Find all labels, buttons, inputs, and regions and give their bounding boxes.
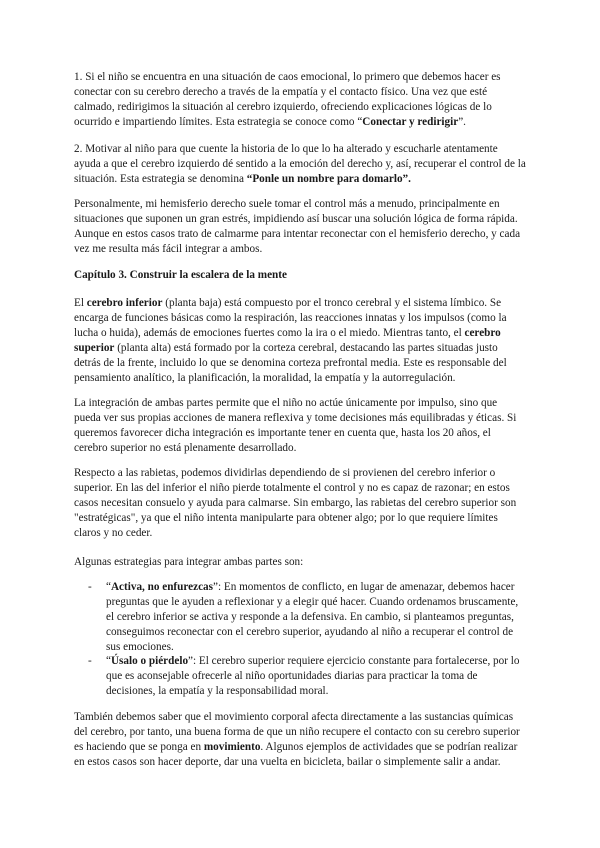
paragraph-tantrums: Respecto a las rabietas, podemos dividirlas dependiendo de si provienen del cerebro inferior o superior. En las del inferior el niño pierde totalmente el control y no es capaz de razonar; en estos casos necesitan consuelo y ayuda para calmarse. Sin embargo, las rabietas del cerebro superior son "estratégicas", ya que el niño intenta manipularte para obtener algo; por lo que requiere límites claros y no ceder. (74, 467, 517, 539)
list-item-text: “ (106, 655, 111, 667)
paragraph-text: . Algunos ejemplos de actividades que se podrían realizar en estos casos son hacer deporte, dar una vuelta en bicicleta, bailar o simplemente salir a andar. (74, 741, 518, 768)
term-lower-brain: cerebro inferior (86, 297, 163, 309)
strategy-name: Activa, no enfurezcas (110, 581, 213, 593)
paragraph-text: (planta baja) está compuesto por el tronco cerebral y el sistema límbico. Se encarga de funciones básicas como la respiración, las reacciones innatas y los impulsos (como la lucha o huida), además de emociones fuertes como la ira o el miedo. Mientras tanto, el (74, 297, 507, 339)
paragraph-strategies-intro: Algunas estrategias para integrar ambas partes son: (74, 556, 304, 568)
paragraph-strategy-1 (74, 70, 526, 130)
list-item (106, 580, 526, 655)
list-item-text: “ (106, 581, 111, 593)
paragraph-text: ”. (458, 116, 466, 128)
term-upper-brain: cerebro superior (74, 327, 501, 354)
strategy-name: “Ponle un nombre para domarlo”. (246, 173, 411, 185)
paragraph-text: También debemos saber que el movimiento corporal afecta directamente a las sustancias químicas del cerebro, por tanto, una buena forma de que un niño recupere el contacto con su cerebro superior es haciendo que se ponga en (74, 711, 520, 753)
paragraph-strategy-2 (74, 142, 526, 187)
paragraph-brain-parts (74, 296, 526, 386)
list-bullet: - (88, 581, 92, 593)
strategy-name: Úsalo o piérdelo (110, 655, 189, 667)
chapter-heading: Capítulo 3. Construir la escalera de la mente (74, 269, 287, 281)
list-item (106, 654, 526, 699)
paragraph-text: (planta alta) está formado por la corteza cerebral, destacando las partes situadas justo detrás de la frente, incluido lo que se denomina corteza prefrontal media. Este es responsable del pensamiento analítico, la planificación, la moralidad, la empatía y la autorregulación. (74, 342, 507, 384)
paragraph-text: 1. Si el niño se encuentra en una situación de caos emocional, lo primero que debemos hacer es conectar con su cerebro derecho a través de la empatía y el contacto físico. Una vez que esté calmado, redirigimos la situación al cerebro izquierdo, ofreciendo explicaciones lógicas de lo ocurrido e impartiendo límites. Esta estrategia se conoce como “ (74, 71, 501, 128)
term-movement: movimiento (203, 741, 261, 753)
list-bullet: - (88, 655, 92, 667)
paragraph-personal: Personalmente, mi hemisferio derecho suele tomar el control más a menudo, principalmente en situaciones que suponen un gran estrés, impidiendo así buscar una solución lógica de forma rápida. Aunque en estos casos trato de calmarme para intentar reconectar con el hemisferio derecho, y cada vez me resulta más fácil integrar a ambos. (74, 198, 521, 255)
list-item-text: ”: El cerebro superior requiere ejercicio constante para fortalecerse, por lo que es aconsejable ofrecerle al niño oportunidades diarias para practicar la toma de decisiones, la empatía y la responsabilidad moral. (106, 655, 520, 697)
paragraph-text: 2. Motivar al niño para que cuente la historia de lo que lo ha alterado y escucharle atentamente ayuda a que el cerebro izquierdo dé sentido a la emoción del derecho y, así, recuperar el control de la situación. Esta estrategia se denomina (74, 143, 526, 185)
strategy-name: Conectar y redirigir (362, 116, 459, 128)
list-item-text: ”: En momentos de conflicto, en lugar de amenazar, debemos hacer preguntas que le ayuden a reflexionar y a elegir qué hacer. Cuando ordenamos bruscamente, el cerebro inferior se activa y responde a la defensiva. En cambio, si planteamos preguntas, conseguimos reconectar con el cerebro superior, ayudando al niño a recuperar el control de sus emociones. (106, 581, 519, 653)
paragraph-integration: La integración de ambas partes permite que el niño no actúe únicamente por impulso, sino que pueda ver sus propias acciones de manera reflexiva y tome decisiones más equilibradas y éticas. Si queremos favorecer dicha integración es importante tener en cuenta que, hasta los 20 años, el cerebro superior no está plenamente desarrollado. (74, 397, 517, 454)
paragraph-movement (74, 710, 526, 770)
paragraph-text: El (74, 297, 87, 309)
